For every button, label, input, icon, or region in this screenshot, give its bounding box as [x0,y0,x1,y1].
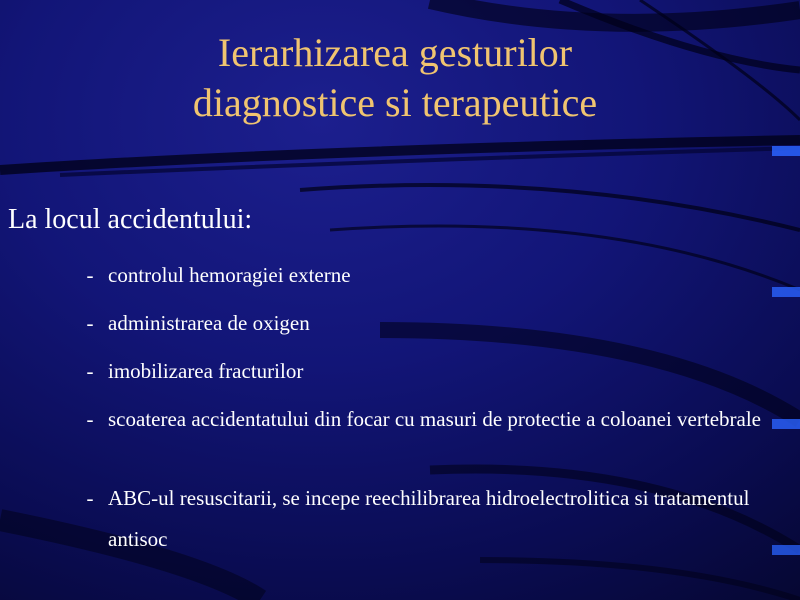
bullet-text: ABC-ul resuscitarii, se incepe reechilibrarea hidroelectrolitica si tratamentul antisoc [108,486,750,551]
bullet-dash: - [86,486,94,510]
slide-title [0,28,790,128]
slide-title-line-1: Ierarhizarea gesturilor [217,30,573,75]
bullet-item [80,478,780,560]
bullet-item [80,351,780,392]
bullet-text: controlul hemoragiei externe [108,263,351,287]
bullet-text: administrarea de oxigen [108,311,310,335]
bullet-dash: - [86,407,94,431]
bullet-list [80,255,780,567]
bullet-dash: - [86,359,94,383]
bullet-item [80,303,780,344]
bullet-dash: - [86,311,94,335]
bullet-item [80,255,780,296]
section-heading: La locul accidentului: [8,204,253,235]
bullet-text: scoaterea accidentatului din focar cu masuri de protectie a coloanei vertebrale [108,407,761,431]
bullet-text: imobilizarea fracturilor [108,359,304,383]
bullet-dash: - [86,263,94,287]
slide-title-line-2: diagnostice si terapeutice [192,80,598,125]
bullet-item [80,399,780,440]
